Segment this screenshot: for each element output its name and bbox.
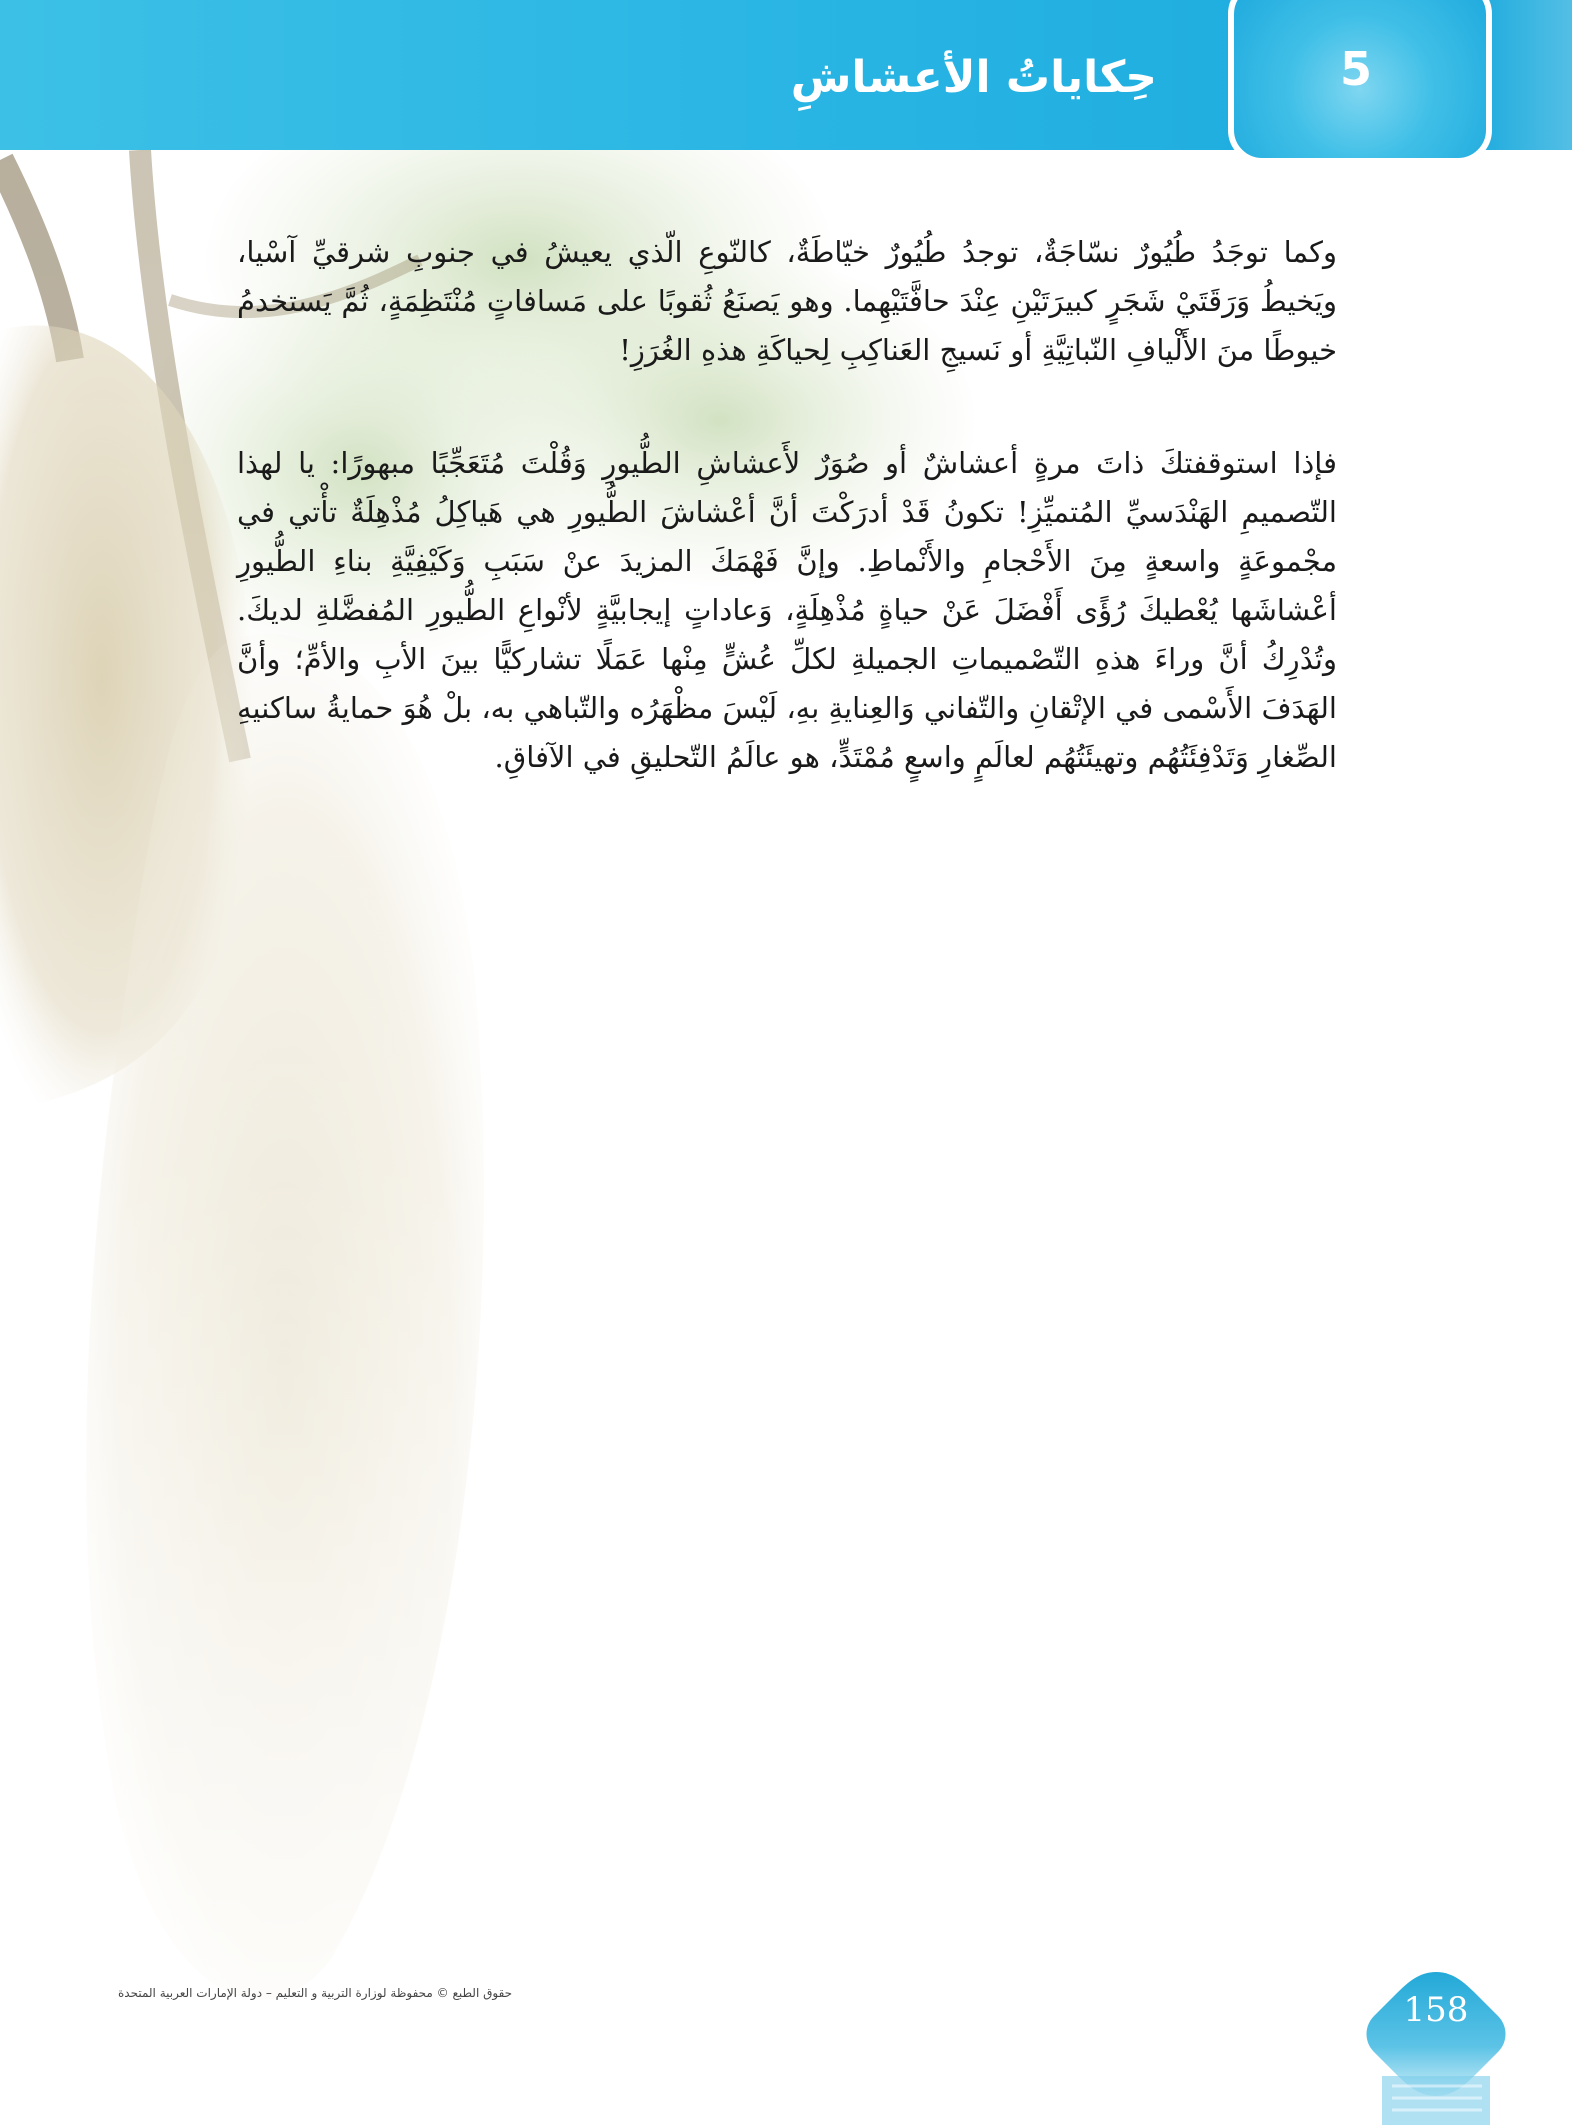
chapter-title: حِكاياتُ الأعشاشِ bbox=[790, 52, 1157, 103]
paragraph-1: وكما توجَدُ طُيُورٌ نسّاجَةٌ، توجدُ طُيُورٌ خيّاطَةٌ، كالنّوعِ الّذي يعيشُ في جنوبِ شرقيِّ آسْيا، ويَخيطُ وَرَقَتَيْ شَجَرٍ كبيرَتَيْنِ عِنْدَ حافَّتَيْهِما. وهو يَصنَعُ ثُقوبًا على مَسافاتٍ مُنْتَظِمَةٍ، ثُمَّ يَستخدمُ خيوطًا منَ الأَلْيافِ النّباتِيَّةِ أو نَسيجِ العَناكِبِ لِحياكَةِ هذهِ الغُرَزِ! bbox=[237, 235, 1337, 367]
paragraph-2: فإذا استوقفتكَ ذاتَ مرةٍ أعشاشٌ أو صُوَرٌ لأَعشاشِ الطُّيورِ وَقُلْتَ مُتَعَجِّبًا مبهورًا: يا لهذا التّصميمِ الهَنْدَسيِّ المُتميِّزِ! تكونُ قَدْ أدرَكْتَ أنَّ أعْشاشَ الطُّيورِ هي هَياكِلُ مُذْهِلَةٌ تأْتي في مجْموعَةٍ واسعةٍ مِنَ الأَحْجامِ والأَنْماطِ. وإنَّ فَهْمَكَ المزيدَ عنْ سَبَبِ وَكَيْفِيَّةِ بناءِ الطُّيورِ أعْشاشَها يُعْطيكَ رُؤًى أَفْضَلَ عَنْ حياةٍ مُذْهِلَةٍ، وَعاداتٍ إيجابيَّةٍ لأنْواعِ الطُّيورِ المُفضَّلةِ لديكَ. وتُدْرِكُ أنَّ وراءَ هذهِ التّصْميماتِ الجميلةِ لكلِّ عُشٍّ مِنْها عَمَلًا تشاركيًّا بينَ الأبِ والأمِّ؛ وأنَّ الهَدَفَ الأَسْمى في الإتْقانِ والتّفاني وَالعِنايةِ بهِ، لَيْسَ مظْهَرُه والتّباهي به، بلْ هُوَ حمايةُ ساكنيهِ الصِّغارِ وَتَدْفِئَتُهُم وتهيئَتُهُم لعالَمٍ واسعٍ مُمْتَدٍّ، هو عالَمُ التّحليقِ في الآفاقِ. bbox=[237, 446, 1337, 774]
main-content bbox=[237, 228, 1337, 782]
page-number: 158 bbox=[1403, 1990, 1469, 2030]
chapter-number: 5 bbox=[1340, 42, 1373, 96]
footer-copyright: حقوق الطبع © محفوظة لوزارة التربية و التعليم – دولة الإمارات العربية المتحدة bbox=[118, 1986, 513, 2000]
